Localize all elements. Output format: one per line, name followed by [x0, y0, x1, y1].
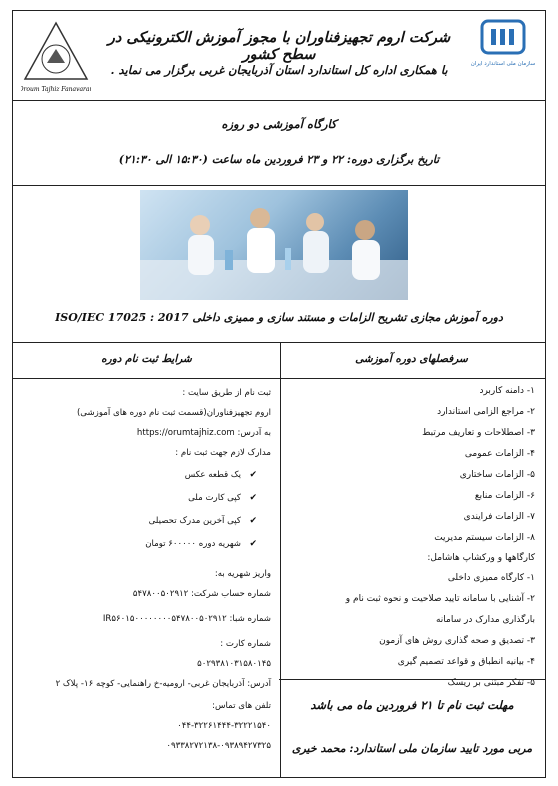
list-item: ✔یک قطعه عکس — [184, 470, 257, 480]
header-subtitle: با همکاری اداره کل استاندارد استان آذربایجان غربی برگزار می نماید . — [110, 63, 448, 77]
workshop-section — [13, 101, 545, 186]
list-item: ۴- بیانیه انطباق و قواعد تصمیم گیری — [397, 657, 535, 667]
header — [13, 11, 545, 101]
address: آدرس: آذربایجان غربی- ارومیه-خ راهنمایی- کوچه ۱۶- پلاک ۲ — [55, 679, 271, 689]
list-item: ۴- الزامات عمومی — [464, 449, 535, 459]
list-item: ۱- دامنه کاربرد — [479, 386, 535, 396]
fee-title: واریز شهریه به: — [214, 569, 271, 579]
list-item: کارگاهها و ورکشاپ هاشامل: — [427, 553, 535, 563]
check-icon: ✔ — [249, 493, 257, 503]
list-item: بارگذاری مدارک در سامانه — [435, 615, 535, 625]
column-headers — [13, 343, 545, 379]
list-item: ✔کپی آخرین مدرک تحصیلی — [148, 516, 257, 526]
instructor-name: مربی مورد تایید سازمان ملی استاندارد: محمد خیری — [291, 742, 533, 755]
required-docs-label: مدارک لازم جهت ثبت نام : — [175, 448, 271, 458]
course-title: دوره آموزش مجازی تشریح الزامات و مستند سازی و ممیزی داخلی ISO/IEC 17025 : 2017 — [55, 311, 503, 324]
standard-organization-name: سازمان ملی استاندارد ایران — [470, 61, 536, 67]
standard-organization-logo — [469, 17, 537, 83]
check-icon: ✔ — [249, 539, 257, 549]
laboratory-photo — [140, 190, 408, 300]
list-item: ۵- تفکر مبتنی بر ریسک — [447, 678, 535, 688]
registration-intro: ثبت نام از طریق سایت : — [182, 388, 271, 398]
workshop-date: تاریخ برگزاری دوره: ۲۲ و ۲۳ فروردین ماه ساعت (۱۵:۳۰ الی ۲۱:۳۰) — [118, 153, 440, 166]
list-item: ۱- کارگاه ممیزی داخلی — [447, 573, 535, 583]
list-item: ۲- مراجع الزامی استاندارد — [437, 407, 535, 417]
card-number: ۵۰۲۹۳۸۱۰۳۱۵۸۰۱۴۵ — [197, 659, 271, 669]
sheba-number: شماره شبا: IR۵۶۰۱۵۰۰۰۰۰۰۰۰۵۴۷۸۰۰۵۰۲۹۱۲ — [102, 614, 271, 624]
deadline-section — [279, 679, 545, 780]
registration-site: اروم تجهیزفناوران(قسمت ثبت نام دوره های آموزشی) — [76, 408, 271, 418]
registration-url[interactable]: به آدرس: https://orumtajhiz.com — [136, 428, 271, 438]
check-icon: ✔ — [249, 470, 257, 480]
photo-section — [13, 186, 545, 343]
phone-line-2: ۰۹۳۳۸۲۷۲۱۳۸-۰۹۳۸۹۴۲۷۳۲۵ — [166, 741, 271, 751]
list-item: ✔کپی کارت ملی — [188, 493, 257, 503]
account-number: شماره حساب شرکت: ۵۴۷۸۰۰۵۰۲۹۱۲ — [132, 589, 271, 599]
phone-label: تلفن های تماس: — [212, 701, 271, 711]
registration-header: شرایط ثبت نام دوره — [101, 353, 192, 365]
registration-deadline: مهلت ثبت نام تا ۲۱ فروردین ماه می باشد — [310, 698, 514, 712]
company-logo-text: Oroum Tajhiz Fanavaran — [21, 86, 91, 93]
list-item: ۶- الزامات منابع — [474, 491, 535, 501]
list-item: ۷- الزامات فرایندی — [463, 512, 535, 522]
topics-list — [279, 381, 545, 694]
topics-header: سرفصلهای دوره آموزشی — [355, 353, 468, 365]
list-item: ۳- تصدیق و صحه گذاری روش های آزمون — [379, 636, 535, 646]
phone-line-1: ۰۴۴-۳۲۲۶۱۴۴۴-۳۲۲۲۱۵۴۰ — [177, 721, 271, 731]
list-item: ✔شهریه دوره ۶۰۰۰۰۰ تومان — [145, 539, 257, 549]
workshop-title: کارگاه آموزشی دو روزه — [221, 117, 337, 131]
flyer-page — [12, 10, 546, 778]
check-icon: ✔ — [249, 516, 257, 526]
list-item: ۸- الزامات سیستم مدیریت — [434, 533, 535, 543]
header-title: شرکت اروم تجهیزفناوران با مجوز آموزش الکترونیکی در سطح کشور — [107, 29, 451, 63]
list-item: ۳- اصطلاحات و تعاریف مرتبط — [422, 428, 535, 438]
card-label: شماره کارت : — [220, 639, 271, 649]
list-item: ۲- آشنایی با سامانه تایید صلاحیت و نحوه ثبت نام و — [345, 594, 535, 604]
list-item: ۵- الزامات ساختاری — [459, 470, 535, 480]
company-logo — [21, 19, 91, 97]
